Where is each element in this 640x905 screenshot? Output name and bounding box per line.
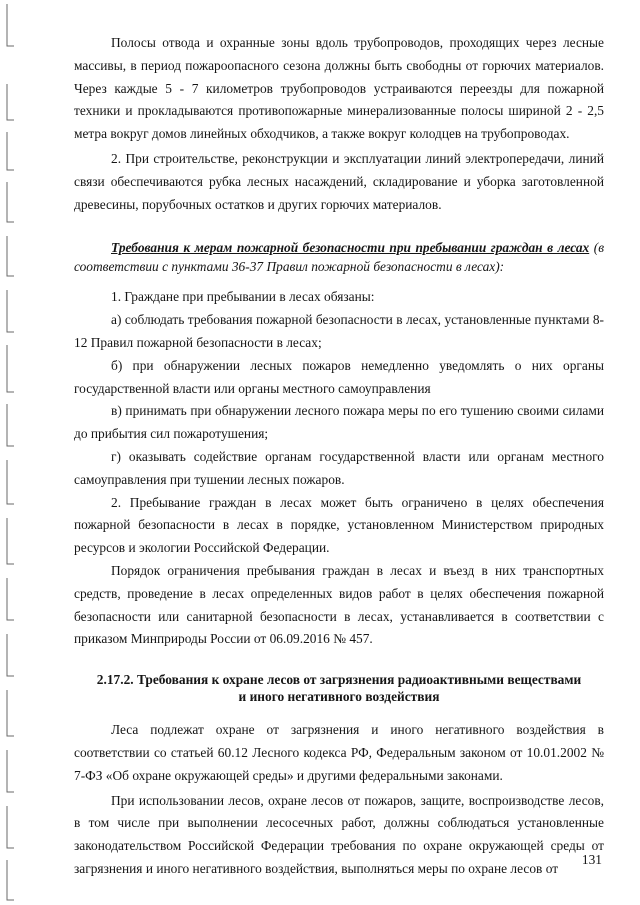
- section-title-fire-safety-note: (в соответствии с пунктами 36-37 Правил пожарной безопасности в лесах):: [74, 240, 605, 275]
- list-item: 1. Граждане при пребывании в лесах обязаны:: [111, 289, 375, 305]
- section-heading-line: и иного негативного воздействия: [238, 689, 440, 705]
- paragraph-pollution-protection: Леса подлежат охране от загрязнения и иного негативного воздействия в соответствии со статьей 60.12 Лесного кодекса РФ, Федеральным законом от 10.01.2002 № 7-ФЗ «Об охране окружающей среды» и другими федеральными законами.: [74, 722, 604, 783]
- list-item: б) при обнаружении лесных пожаров немедленно уведомлять о них органы государственной власти или органы местного самоуправления: [74, 357, 604, 396]
- binding-margin-marks: [4, 0, 16, 905]
- section-heading-line: 2.17.2. Требования к охране лесов от загрязнения радиоактивными веществами: [96, 672, 582, 688]
- binding-tick-marks: [4, 0, 16, 905]
- page-number: 131: [581, 852, 602, 867]
- fire-safety-list: [74, 286, 604, 651]
- section-title-fire-safety: [74, 238, 604, 276]
- paragraph-pipelines: Полосы отвода и охранные зоны вдоль трубопроводов, проходящих через лесные массивы, в период пожароопасного сезона должны быть свободны от горючих материалов. Через каждые 5 - 7 километров трубопроводов устраиваются переезды для пожарной техники и прокладываются противопожарные минерализованные полосы шириной 2 - 2,5 метра вокруг домов линейных обходчиков, а также вокруг колодцев на трубопроводах.: [74, 35, 604, 142]
- paragraph-power-lines: 2. При строительстве, реконструкции и эксплуатации линий электропередачи, линий связи обеспечиваются рубка лесных насаждений, складирование и уборка заготовленной древесины, порубочных остатков и других горючих материалов.: [74, 150, 604, 212]
- document-page: [74, 32, 604, 881]
- list-item: Порядок ограничения пребывания граждан в лесах и въезд в них транспортных средств, проведение в лесах определенных видов работ в целях обеспечения пожарной безопасности или санитарной безопасности в лесах, устанавливается в соответствии с приказом Минприроды России от 06.09.2016 № 457.: [74, 562, 604, 647]
- section-heading-2172: [74, 671, 604, 705]
- section-title-fire-safety-main: Требования к мерам пожарной безопасности при пребывании граждан в лесах: [111, 240, 590, 256]
- list-item: а) соблюдать требования пожарной безопасности в лесах, установленные пунктами 8-12 Правил пожарной безопасности в лесах;: [74, 312, 604, 350]
- list-item: в) принимать при обнаружении лесного пожара меры по его тушению своими силами до прибытия сил пожаротушения;: [74, 403, 604, 442]
- paragraph-forest-use-requirements: При использовании лесов, охране лесов от пожаров, защите, воспроизводстве лесов, в том числе при выполнении лесосечных работ, должны соблюдаться установленные законодательством Российской Федерации требования по охране окружающей среды от загрязнения и иного негативного воздействия, выполняться меры по охране лесов от: [74, 792, 604, 876]
- list-item: 2. Пребывание граждан в лесах может быть ограничено в целях обеспечения пожарной безопасности в лесах в порядке, установленном Министерством природных ресурсов и экологии Российской Федерации.: [74, 494, 604, 556]
- list-item: г) оказывать содействие органам государственной власти или органам местного самоуправления при тушении лесных пожаров.: [74, 448, 604, 487]
